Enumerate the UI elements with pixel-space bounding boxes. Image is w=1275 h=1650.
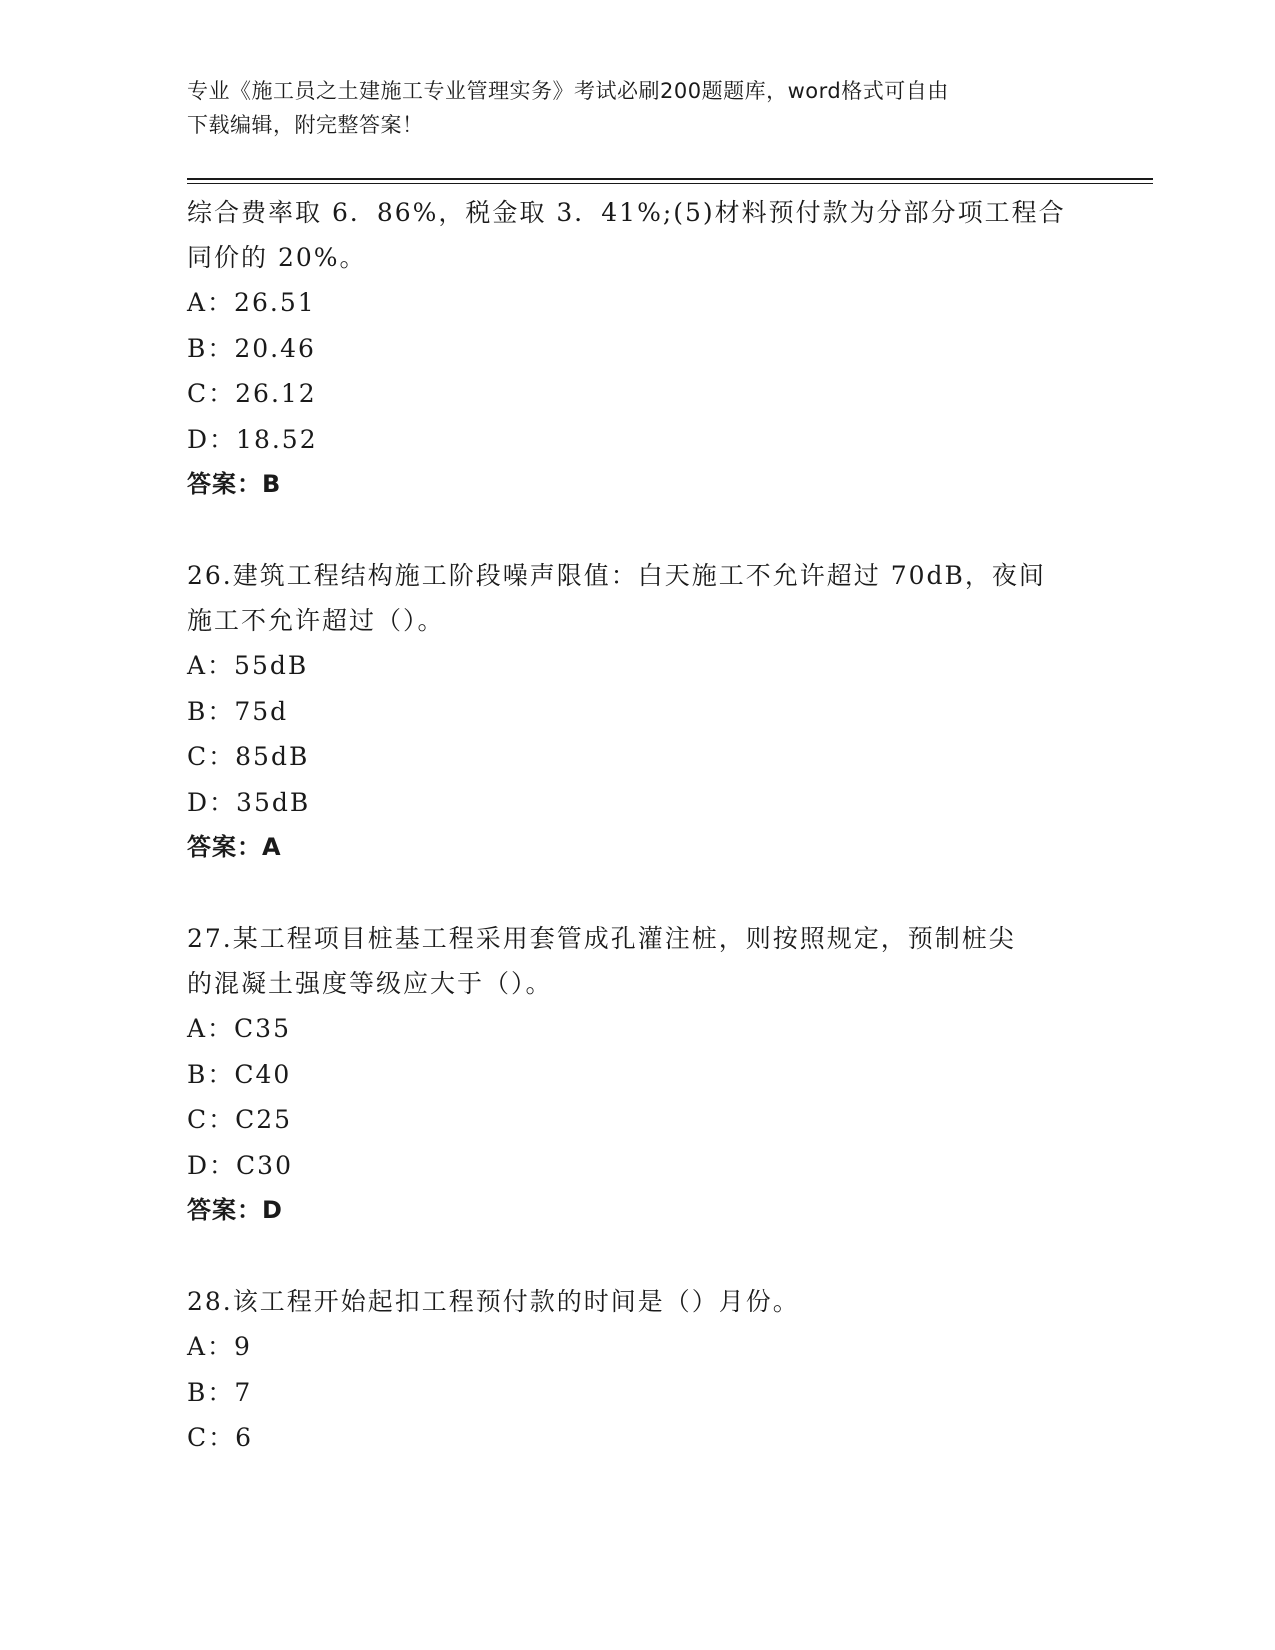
option-c: C：85dB bbox=[187, 742, 310, 771]
question-text-line: 的混凝土强度等级应大于（）。 bbox=[187, 969, 553, 998]
answer bbox=[187, 462, 1087, 507]
answer-value: D bbox=[262, 1196, 283, 1224]
question-25-continuation bbox=[187, 190, 1087, 507]
option-b: B：7 bbox=[187, 1377, 253, 1407]
question-26 bbox=[187, 553, 1087, 870]
option-b: B：20.46 bbox=[187, 333, 316, 363]
answer-value: A bbox=[262, 833, 282, 861]
option-a: A：26.51 bbox=[187, 288, 316, 317]
spacer bbox=[187, 507, 1087, 553]
option-c: C：6 bbox=[187, 1423, 254, 1452]
answer-label: 答案： bbox=[187, 833, 262, 861]
question-text-line: 28.该工程开始起扣工程预付款的时间是（）月份。 bbox=[187, 1287, 800, 1316]
option-c: C：C25 bbox=[187, 1105, 293, 1134]
spacer bbox=[187, 870, 1087, 916]
header-divider-thick bbox=[187, 178, 1153, 180]
option-a: A：C35 bbox=[187, 1014, 291, 1043]
document-header bbox=[187, 74, 1067, 142]
answer bbox=[187, 825, 1087, 870]
option-d: D：C30 bbox=[187, 1150, 293, 1180]
option-d: D：35dB bbox=[187, 787, 311, 817]
option-a: A：55dB bbox=[187, 651, 309, 680]
header-title-line-2: 下载编辑，附完整答案！ bbox=[187, 113, 424, 137]
header-divider-thin bbox=[187, 183, 1153, 184]
question-text-line: 26.建筑工程结构施工阶段噪声限值：白天施工不允许超过 70dB，夜间 bbox=[187, 561, 1046, 590]
question-text-line: 同价的 20%。 bbox=[187, 243, 367, 272]
answer bbox=[187, 1188, 1087, 1233]
answer-label: 答案： bbox=[187, 470, 262, 498]
option-a: A：9 bbox=[187, 1332, 252, 1361]
question-28 bbox=[187, 1279, 1087, 1461]
question-text-line: 综合费率取 6．86%，税金取 3．41%;(5)材料预付款为分部分项工程合 bbox=[187, 198, 1066, 227]
question-text-line: 施工不允许超过（）。 bbox=[187, 606, 445, 635]
answer-value: B bbox=[262, 470, 282, 498]
option-b: B：C40 bbox=[187, 1059, 292, 1089]
question-27 bbox=[187, 916, 1087, 1233]
option-b: B：75d bbox=[187, 696, 289, 726]
option-d: D：18.52 bbox=[187, 424, 318, 454]
answer-label: 答案： bbox=[187, 1196, 262, 1224]
spacer bbox=[187, 1233, 1087, 1279]
question-list bbox=[187, 190, 1087, 1461]
header-title-line-1: 专业《施工员之土建施工专业管理实务》考试必刷200题题库，word格式可自由 bbox=[187, 79, 949, 103]
option-c: C：26.12 bbox=[187, 379, 317, 408]
question-text-line: 27.某工程项目桩基工程采用套管成孔灌注桩，则按照规定，预制桩尖 bbox=[187, 924, 1016, 953]
